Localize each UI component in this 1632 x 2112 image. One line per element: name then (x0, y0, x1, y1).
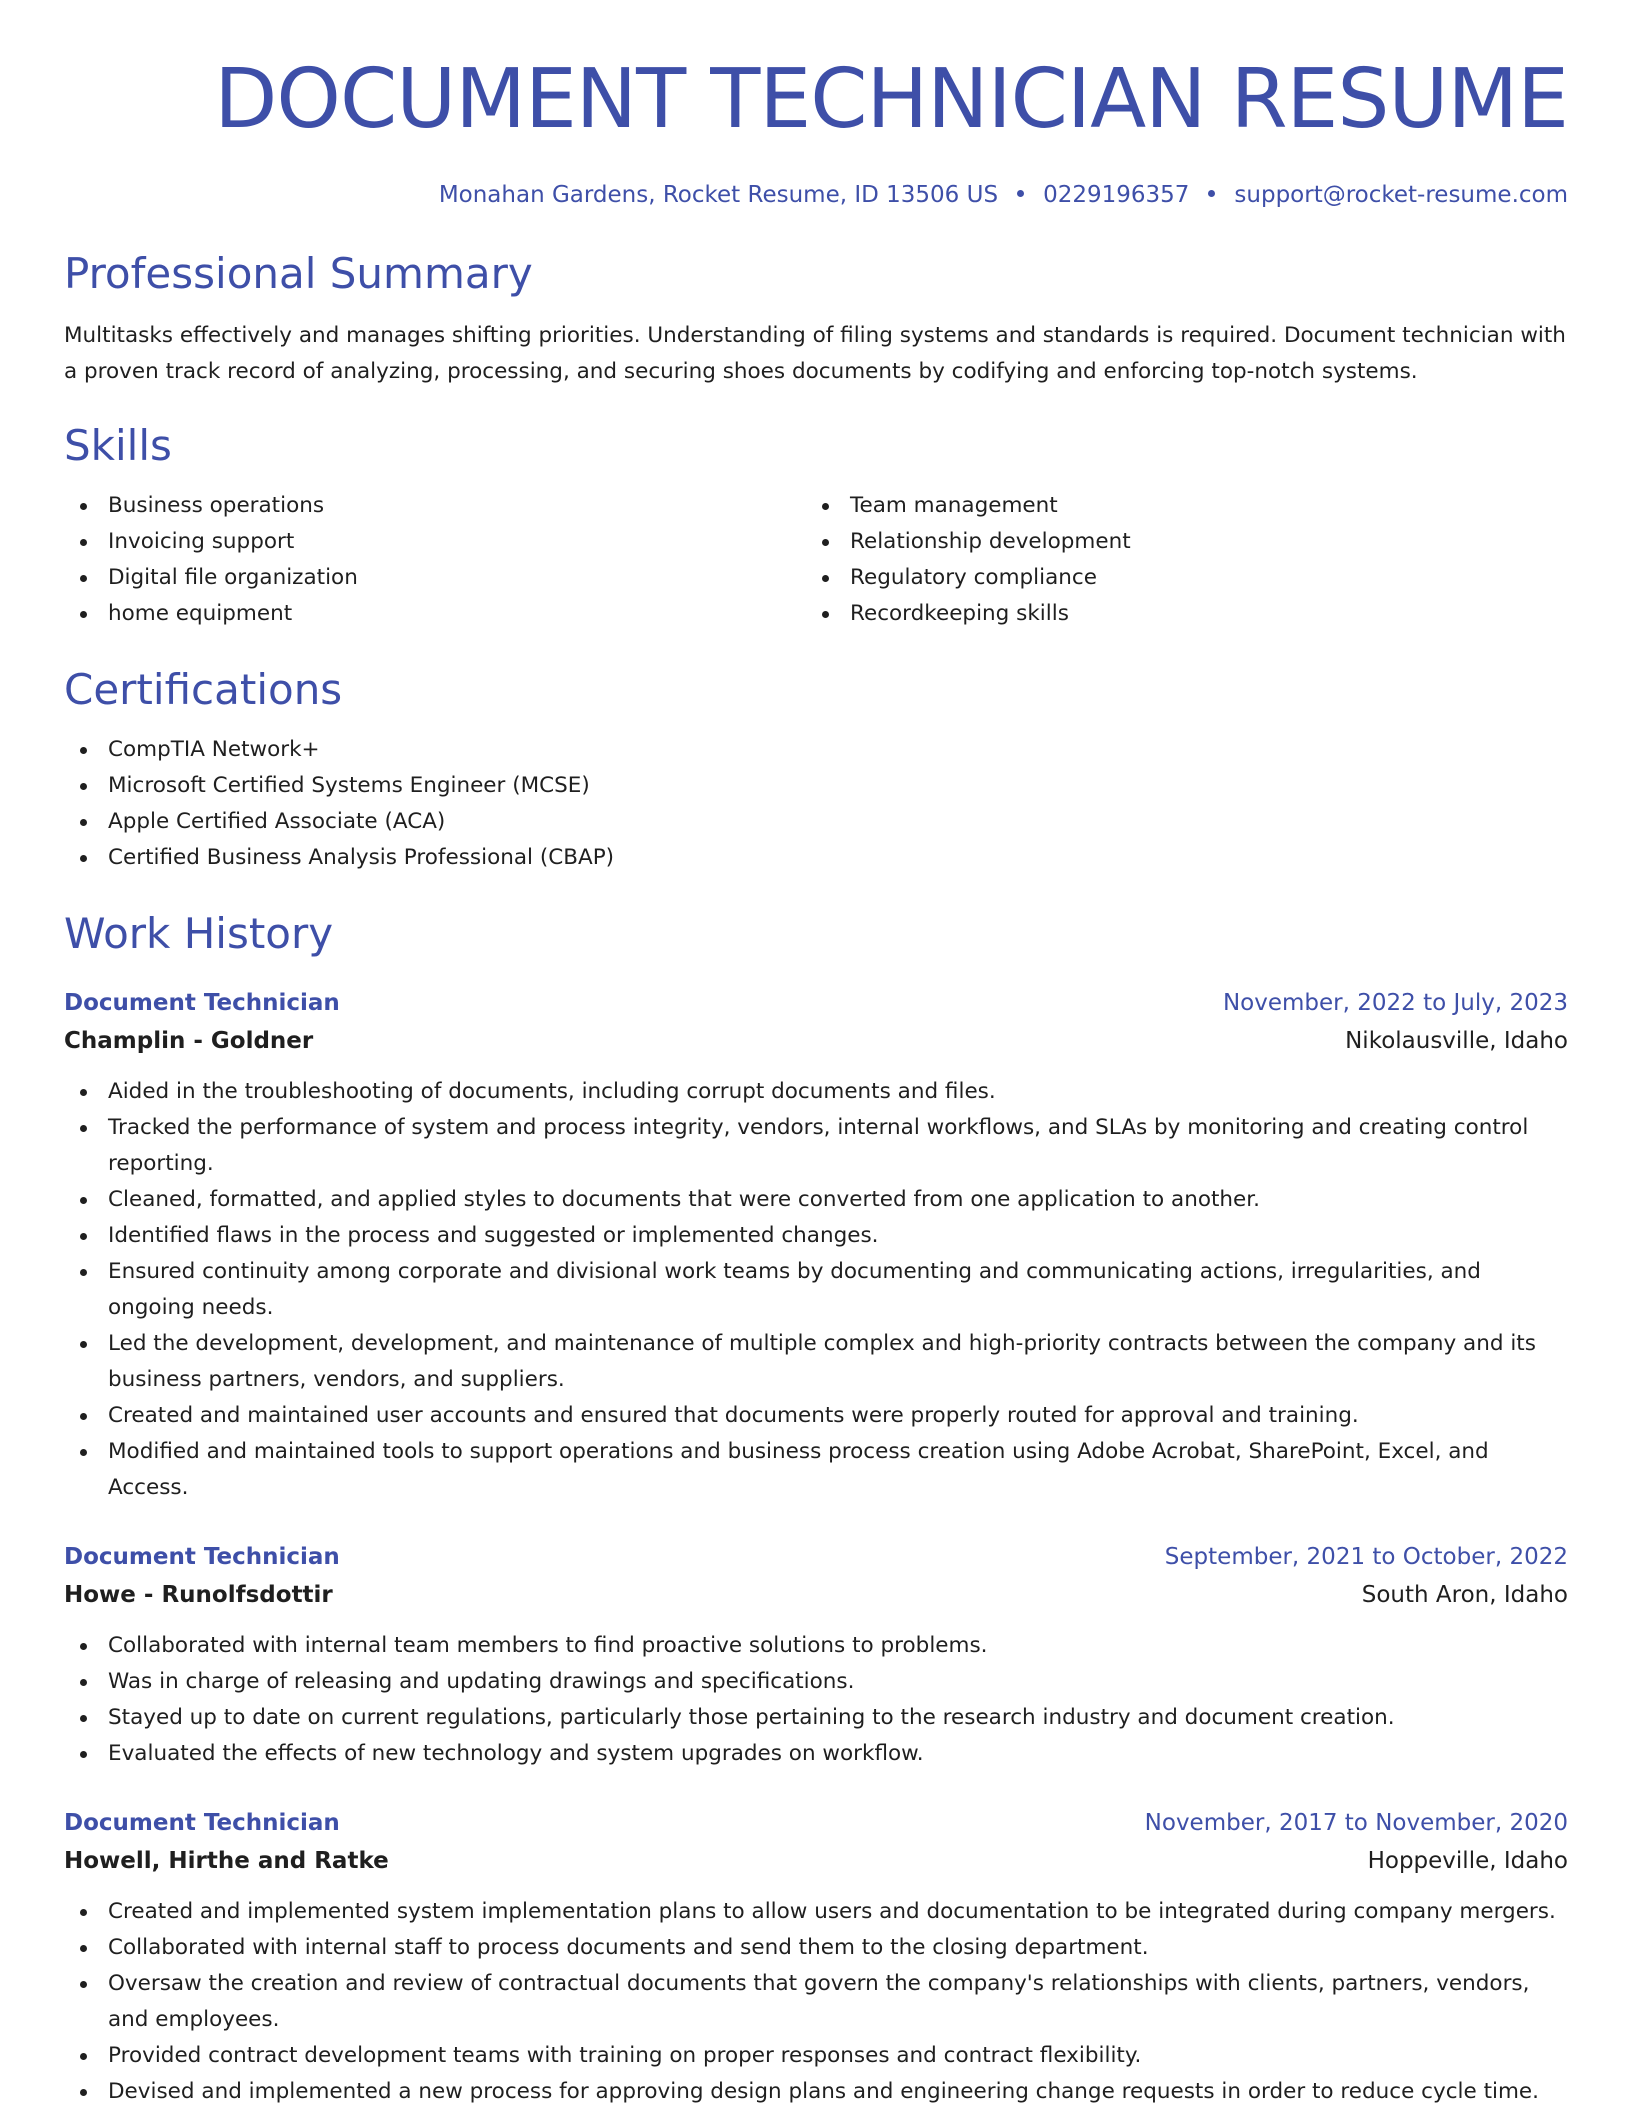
job-bullet: Stayed up to date on current regulations, particularly those pertaining to the research industry and document creation. (64, 1700, 1568, 1736)
job-bullet: Cleaned, formatted, and applied styles to documents that were converted from one application to another. (64, 1182, 1568, 1218)
job-title: Document Technician (64, 1810, 340, 1836)
certification-item: Microsoft Certified Systems Engineer (MCSE) (64, 768, 1568, 804)
skill-item: home equipment (64, 596, 806, 632)
job-company: Howell, Hirthe and Ratke (64, 1848, 389, 1874)
job-dates: November, 2017 to November, 2020 (1144, 1810, 1568, 1836)
job-bullet: Devised and implemented a new process for approving design plans and engineering change requests in order to reduce cycle time. (64, 2074, 1568, 2110)
job-entry (64, 1804, 1568, 2110)
job-header-row (64, 1804, 1568, 1842)
separator-dot-icon (1208, 190, 1215, 197)
job-bullet: Modified and maintained tools to support operations and business process creation using Adobe Acrobat, SharePoint, Excel, and Access. (64, 1434, 1568, 1506)
separator-dot-icon (1017, 190, 1024, 197)
job-bullet: Collaborated with internal team members to find proactive solutions to problems. (64, 1628, 1568, 1664)
contact-email[interactable]: support@rocket-resume.com (1234, 182, 1568, 208)
job-bullets (64, 1628, 1568, 1772)
summary-text: Multitasks effectively and manages shifting priorities. Understanding of filing systems and standards is required. Document technician with a proven track record of analyzing, processing, and securing shoes documents by codifying and enforcing top-notch systems. (64, 323, 1566, 384)
job-bullet: Ensured continuity among corporate and divisional work teams by documenting and communicating actions, irregularities, and ongoing needs. (64, 1254, 1568, 1326)
job-bullet: Aided in the troubleshooting of documents, including corrupt documents and files. (64, 1074, 1568, 1110)
resume-page (64, 0, 1568, 2110)
contact-address: Monahan Gardens, Rocket Resume, ID 13506 US (438, 182, 999, 208)
certification-item: Certified Business Analysis Professional (CBAP) (64, 840, 1568, 876)
skill-item: Team management (806, 488, 1548, 524)
job-entry (64, 1538, 1568, 1772)
job-dates: September, 2021 to October, 2022 (1164, 1544, 1568, 1570)
job-company: Champlin - Goldner (64, 1028, 314, 1054)
resume-title: DOCUMENT TECHNICIAN RESUME (214, 52, 1568, 147)
contact-line (64, 178, 1568, 212)
contact-phone: 0229196357 (1043, 182, 1190, 208)
job-entry (64, 984, 1568, 1506)
skills-list-left (64, 488, 806, 632)
certification-item: Apple Certified Associate (ACA) (64, 804, 1568, 840)
skills-columns (64, 488, 1568, 632)
job-bullet: Created and maintained user accounts and ensured that documents were properly routed for approval and training. (64, 1398, 1568, 1434)
job-header-row (64, 984, 1568, 1022)
job-company-row (64, 1022, 1568, 1060)
job-location: Nikolausville, Idaho (1345, 1028, 1568, 1054)
job-bullet: Tracked the performance of system and process integrity, vendors, internal workflows, and SLAs by monitoring and creating control reporting. (64, 1110, 1568, 1182)
job-bullet: Evaluated the effects of new technology and system upgrades on workflow. (64, 1736, 1568, 1772)
skill-item: Digital file organization (64, 560, 806, 596)
skills-list-right (806, 488, 1548, 632)
skill-item: Invoicing support (64, 524, 806, 560)
certifications-heading: Certifications (64, 665, 343, 714)
job-company: Howe - Runolfsdottir (64, 1582, 333, 1608)
skill-item: Business operations (64, 488, 806, 524)
job-location: South Aron, Idaho (1361, 1582, 1568, 1608)
summary-heading: Professional Summary (64, 249, 533, 298)
job-dates: November, 2022 to July, 2023 (1222, 990, 1568, 1016)
skill-item: Regulatory compliance (806, 560, 1548, 596)
job-location: Hoppeville, Idaho (1367, 1848, 1568, 1874)
job-bullets (64, 1074, 1568, 1506)
job-bullet: Identified flaws in the process and suggested or implemented changes. (64, 1218, 1568, 1254)
job-title: Document Technician (64, 1544, 340, 1570)
job-bullet: Created and implemented system implementation plans to allow users and documentation to be integrated during company mergers. (64, 1894, 1568, 1930)
skill-item: Relationship development (806, 524, 1548, 560)
job-title: Document Technician (64, 990, 340, 1016)
job-bullet: Collaborated with internal staff to process documents and send them to the closing department. (64, 1930, 1568, 1966)
skill-item: Recordkeeping skills (806, 596, 1548, 632)
certification-item: CompTIA Network+ (64, 732, 1568, 768)
job-bullet: Led the development, development, and maintenance of multiple complex and high-priority contracts between the company and its business partners, vendors, and suppliers. (64, 1326, 1568, 1398)
job-company-row (64, 1842, 1568, 1880)
certifications-list (64, 732, 1568, 876)
job-bullet: Was in charge of releasing and updating drawings and specifications. (64, 1664, 1568, 1700)
job-bullet: Provided contract development teams with training on proper responses and contract flexibility. (64, 2038, 1568, 2074)
job-company-row (64, 1576, 1568, 1614)
job-header-row (64, 1538, 1568, 1576)
skills-heading: Skills (64, 421, 172, 470)
job-bullets (64, 1894, 1568, 2110)
job-bullet: Oversaw the creation and review of contractual documents that govern the company's relationships with clients, partners, vendors, and employees. (64, 1966, 1568, 2038)
work-history-heading: Work History (64, 909, 334, 958)
